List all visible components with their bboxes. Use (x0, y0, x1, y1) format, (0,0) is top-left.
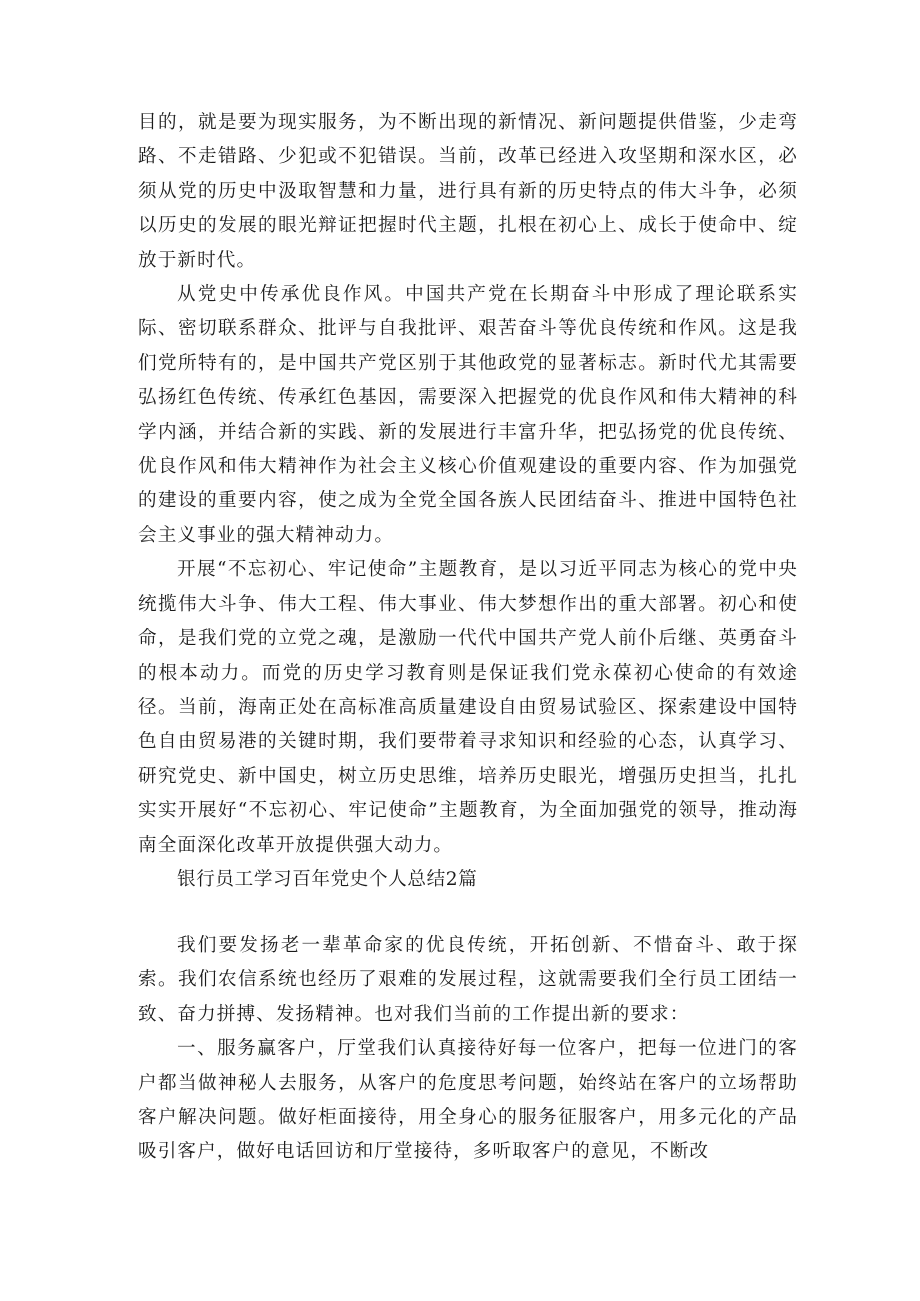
body-text-top (138, 106, 798, 897)
paragraph-4: 我们要发扬老一辈革命家的优良传统，开拓创新、不惜奋斗、敢于探索。我们农信系统也经历了艰难的发展过程，这就需要我们全行员工团结一致、奋力拼搏、发扬精神。也对我们当前的工作提出新的要求： (138, 935, 798, 1025)
body-text-bottom (138, 929, 798, 1170)
section-title: 银行员工学习百年党史个人总结2篇 (177, 868, 478, 890)
paragraph-5: 一、服务赢客户，厅堂我们认真接待好每一位客户，把每一位进门的客户都当做神秘人去服务，从客户的危度思考问题，始终站在客户的立场帮助客户解决问题。做好柜面接待，用全身心的服务征服客户，用多元化的产品吸引客户，做好电话回访和厅堂接待，多听取客户的意见，不断改 (138, 1038, 798, 1163)
paragraph-3: 开展“不忘初心、牢记使命”主题教育，是以习近平同志为核心的党中央统揽伟大斗争、伟大工程、伟大事业、伟大梦想作出的重大部署。初心和使命，是我们党的立党之魂，是激励一代代中国共产党人前仆后继、英勇奋斗的根本动力。而党的历史学习教育则是保证我们党永葆初心使命的有效途径。当前，海南正处在高标准高质量建设自由贸易试验区、探索建设中国特色自由贸易港的关键时期，我们要带着寻求知识和经验的心态，认真学习、研究党史、新中国史，树立历史思维，培养历史眼光，增强历史担当，扎扎实实开展好“不忘初心、牢记使命”主题教育，为全面加强党的领导，推动海南全面深化改革开放提供强大动力。 (138, 559, 798, 856)
paragraph-1: 目的，就是要为现实服务，为不断出现的新情况、新问题提供借鉴，少走弯路、不走错路、少犯或不犯错误。当前，改革已经进入攻坚期和深水区，必须从党的历史中汲取智慧和力量，进行具有新的历史特点的伟大斗争，必须以历史的发展的眼光辩证把握时代主题，扎根在初心上、成长于使命中、绽放于新时代。 (138, 112, 798, 271)
paragraph-2: 从党史中传承优良作风。中国共产党在长期奋斗中形成了理论联系实际、密切联系群众、批评与自我批评、艰苦奋斗等优良传统和作风。这是我们党所特有的，是中国共产党区别于其他政党的显著标志。新时代尤其需要弘扬红色传统、传承红色基因，需要深入把握党的优良作风和伟大精神的科学内涵，并结合新的实践、新的发展进行丰富升华，把弘扬党的优良传统、优良作风和伟大精神作为社会主义核心价值观建设的重要内容、作为加强党的建设的重要内容，使之成为全党全国各族人民团结奋斗、推进中国特色社会主义事业的强大精神动力。 (138, 284, 798, 546)
